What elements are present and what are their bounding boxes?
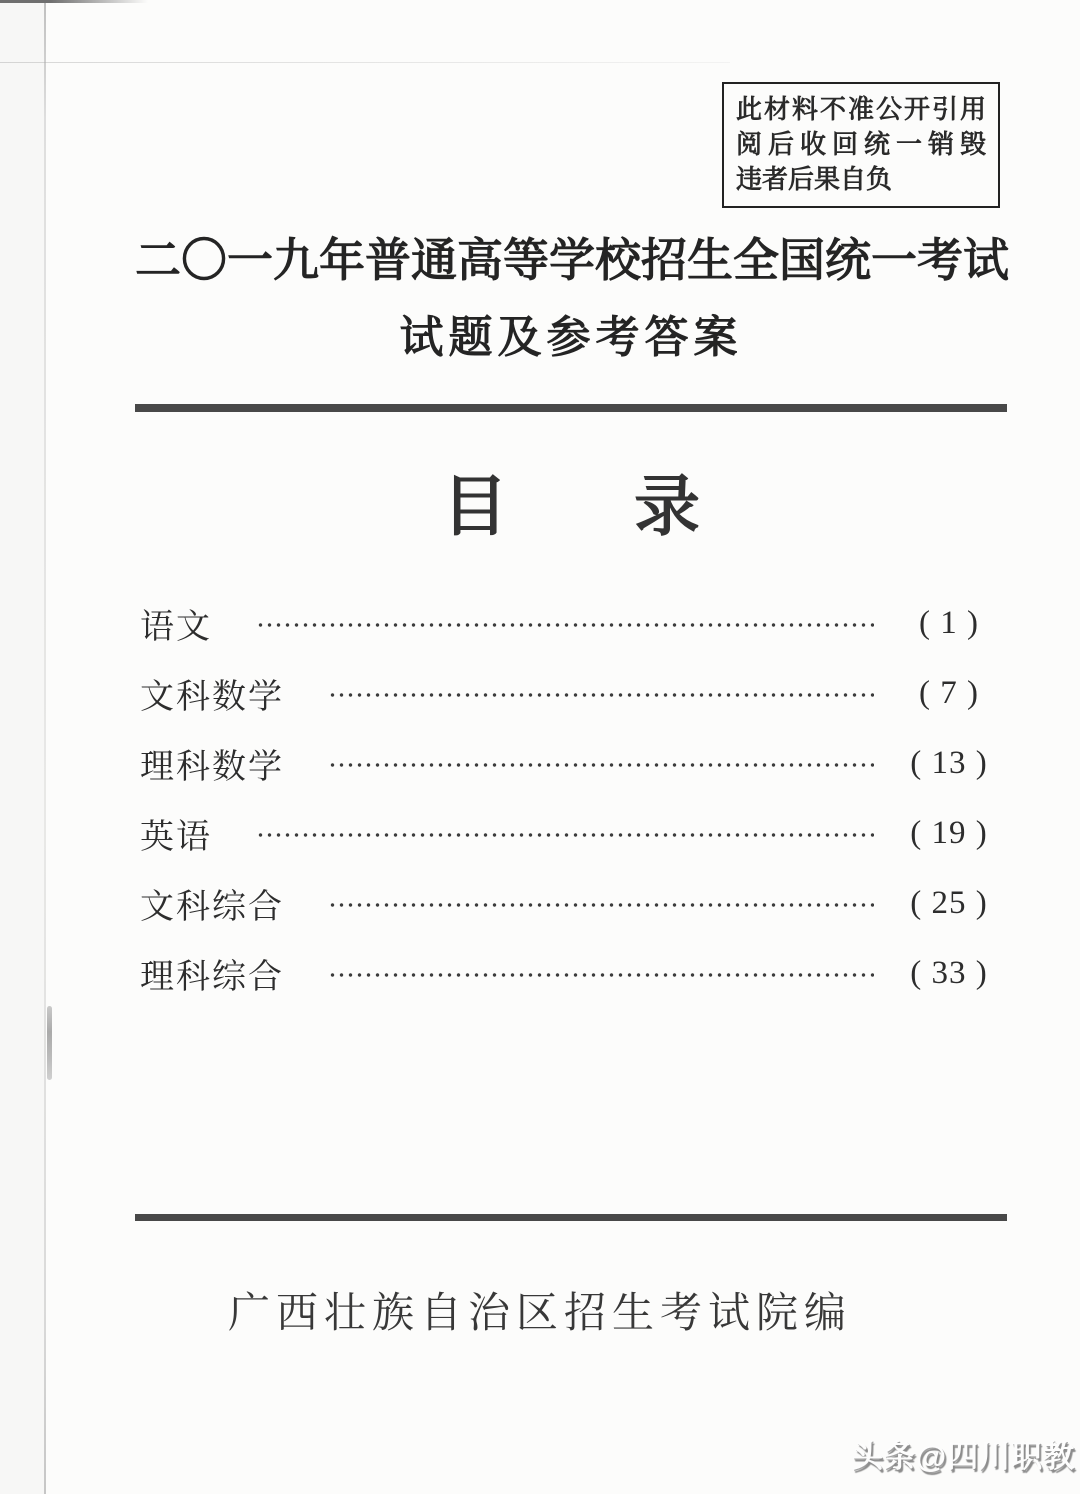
toc-leader-dots [256, 621, 874, 629]
notice-line: 违者后果自负 [736, 164, 893, 194]
notice-line: 阅后收回统一销毁 [736, 129, 986, 159]
toc-heading-char: 录 [634, 471, 700, 544]
divider-bottom [135, 1214, 1007, 1221]
staple [47, 1006, 52, 1080]
toc-leader-dots [328, 901, 874, 909]
toc-page-number: ( 33 ) [910, 954, 988, 991]
publisher-line: 广西壮族自治区招生考试院编 [227, 1291, 852, 1337]
notice-line: 此材料不准公开引用 [736, 94, 986, 124]
sub-title: 试题及参考答案 [399, 313, 743, 362]
toc-page-number: ( 1 ) [919, 604, 979, 641]
toc-page-number: ( 7 ) [919, 674, 979, 711]
toc-row-like-shuxue [140, 739, 1008, 787]
toc-page-number: ( 25 ) [910, 884, 988, 921]
toc-page-number: ( 19 ) [910, 814, 988, 851]
toutiao-watermark: 头条@四川职教 [852, 1439, 1076, 1474]
binding-margin [0, 0, 44, 1494]
toc-heading [135, 472, 1007, 543]
toc-heading-char: 目 [442, 471, 508, 544]
toc-item-label: 理科综合 [140, 958, 284, 996]
scan-line-artifact [0, 62, 730, 63]
toc-item-label: 语文 [140, 608, 212, 646]
toc-item-label: 理科数学 [140, 748, 284, 786]
toc-item-label: 英语 [140, 818, 212, 856]
toc-row-yuwen [140, 599, 1008, 647]
toc-leader-dots [328, 761, 874, 769]
confidentiality-notice-box [722, 82, 1000, 208]
divider-top [135, 404, 1007, 412]
toc-list [140, 599, 1008, 1019]
scan-edge-artifact [0, 0, 148, 3]
toc-row-wenke-zonghe [140, 879, 1008, 927]
toc-item-label: 文科综合 [140, 888, 284, 926]
toc-leader-dots [328, 971, 874, 979]
toc-item-label: 文科数学 [140, 678, 284, 716]
toc-row-wenke-shuxue [140, 669, 1008, 717]
page-fold-line [44, 0, 46, 1494]
toc-page-number: ( 13 ) [910, 744, 988, 781]
main-title: 二〇一九年普通高等学校招生全国统一考试 [135, 235, 1009, 286]
toc-row-like-zonghe [140, 949, 1008, 997]
toc-row-yingyu [140, 809, 1008, 857]
toc-leader-dots [256, 831, 874, 839]
toc-leader-dots [328, 691, 874, 699]
